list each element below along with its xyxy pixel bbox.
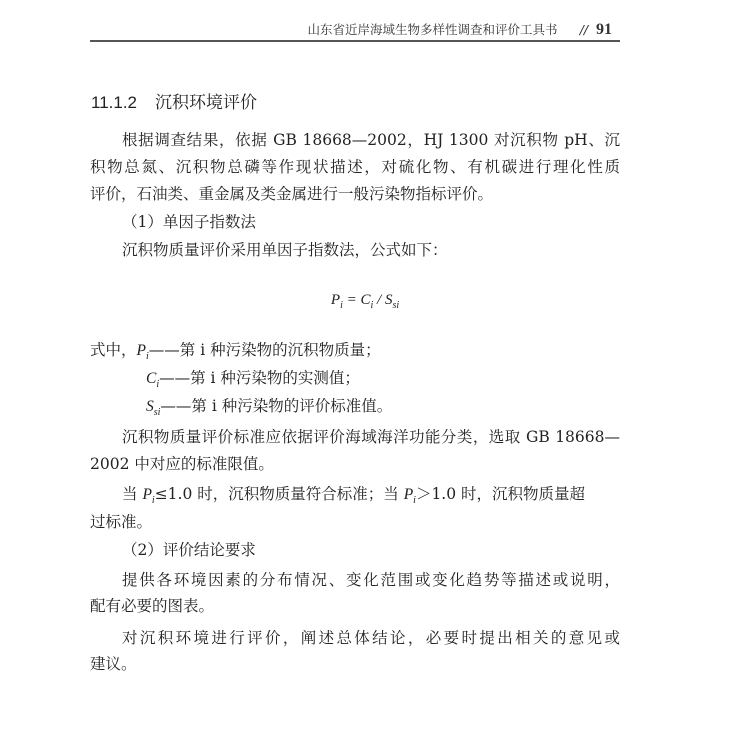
paragraph-line: 2002 中对应的标准限值。 — [90, 455, 274, 473]
paragraph-line: 评价，石油类、重金属及类金属进行一般污染物指标评价。 — [90, 185, 494, 203]
paragraph-line: 配有必要的图表。 — [90, 597, 215, 615]
running-header — [308, 20, 612, 39]
list-item-heading: （2）评价结论要求 — [122, 541, 256, 559]
list-item-heading: （1）单因子指数法 — [122, 213, 256, 231]
header-separator: // — [579, 22, 588, 37]
paragraph-line: 过标准。 — [90, 513, 153, 531]
paragraph-line: 提供各环境因素的分布情况、变化范围或变化趋势等描述或说明， — [122, 571, 620, 589]
formula: $P_i = C_i / S_{si}$ — [330, 292, 400, 311]
paragraph-line: 根据调查结果，依据 GB 18668—2002，HJ 1300 对沉积物 pH、沉 — [122, 131, 620, 149]
definition-c: $C_i——$第 i 种污染物的实测值； — [146, 369, 360, 391]
paragraph-line: 沉积物质量评价采用单因子指数法，公式如下： — [122, 241, 448, 259]
paragraph-line: 对沉积环境进行评价，阐述总体结论，必要时提出相关的意见或 — [122, 629, 620, 647]
page-number: 91 — [596, 21, 612, 38]
paragraph-line: 当 $P_i\le 1.0$ 时，沉积物质量符合标准；当 $P_i>1.0$ 时，沉积物质量超 — [122, 485, 586, 507]
section-heading: 11.1.2 沉积环境评价 — [91, 93, 258, 113]
paragraph-line: 沉积物质量评价标准应依据评价海域海洋功能分类，选取 GB 18668— — [122, 428, 620, 446]
book-title: 山东省近岸海域生物多样性调查和评价工具书 — [307, 22, 558, 37]
definition-s: $S_{si}——$第 i 种污染物的评价标准值。 — [146, 397, 393, 419]
definition-p: 式中，$P_i——$第 i 种污染物的沉积物质量； — [90, 341, 381, 363]
header-rule — [90, 40, 620, 42]
paragraph-line: 积物总氮、沉积物总磷等作现状描述，对硫化物、有机碳进行理化性质 — [90, 158, 620, 176]
paragraph-line: 建议。 — [90, 655, 137, 673]
